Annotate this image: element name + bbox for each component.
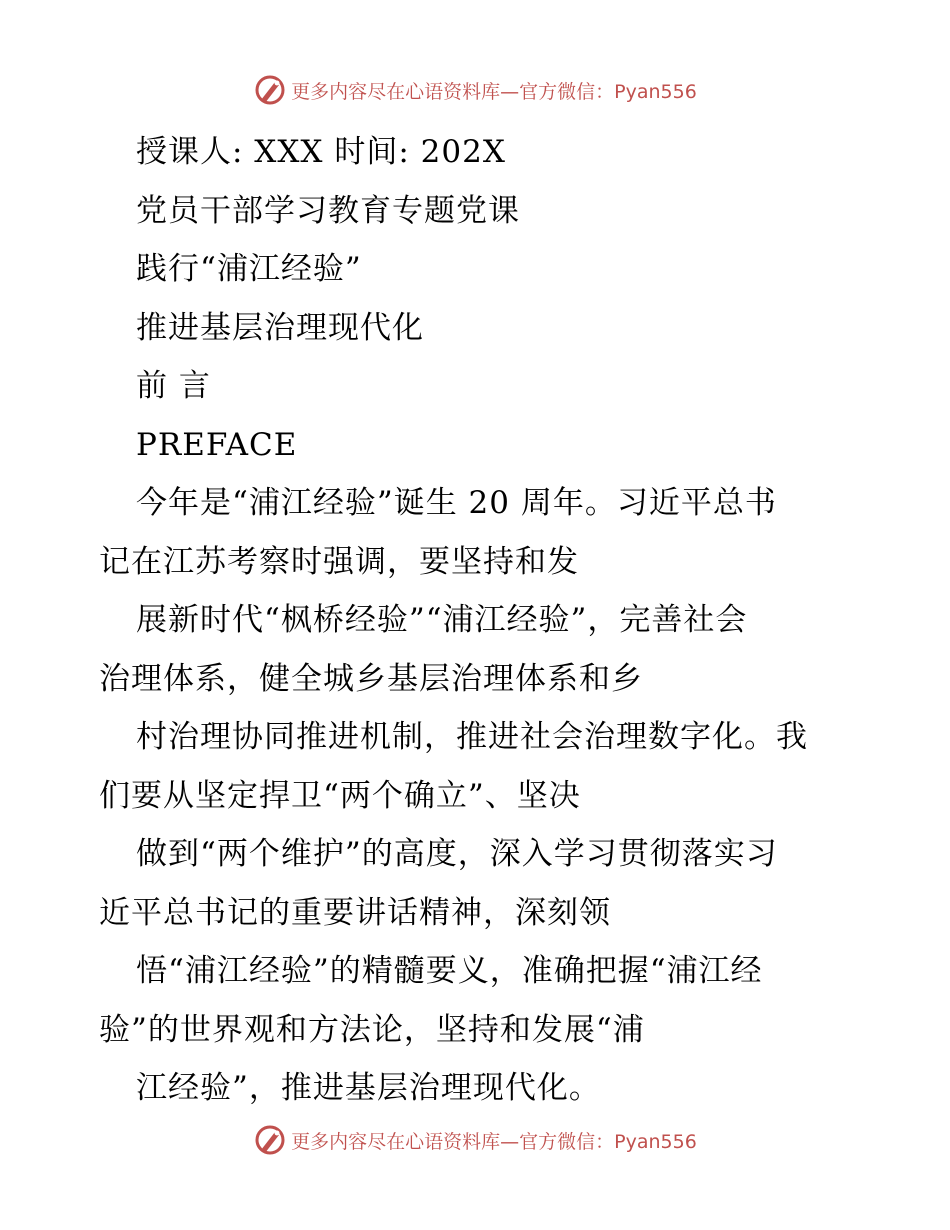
footer-watermark xyxy=(0,1120,950,1160)
pen-circle-logo-icon xyxy=(253,1123,287,1157)
text-line: 展新时代“枫桥经验”“浦江经验”，完善社会 xyxy=(136,602,748,638)
text-line: 近平总书记的重要讲话精神，深刻领 xyxy=(99,894,611,931)
header-watermark xyxy=(0,70,950,110)
text-line: 江经验”，推进基层治理现代化。 xyxy=(136,1070,601,1106)
document-body xyxy=(0,123,950,1118)
footer-watermark-text: 更多内容尽在心语资料库—官方微信：Pyan556 xyxy=(291,1130,697,1153)
text-line: 授课人: XXX 时间: 202X xyxy=(136,134,506,170)
text-line: 前 言 xyxy=(136,368,211,404)
text-line: 悟“浦江经验”的精髓要义，准确把握“浦江经 xyxy=(136,953,763,989)
header-watermark-text: 更多内容尽在心语资料库—官方微信：Pyan556 xyxy=(291,80,697,103)
text-line: 做到“两个维护”的高度，深入学习贯彻落实习 xyxy=(136,836,778,872)
text-line: 党员干部学习教育专题党课 xyxy=(136,192,520,229)
text-line: PREFACE xyxy=(136,426,298,463)
text-line: 践行“浦江经验” xyxy=(136,251,362,287)
text-line: 验”的世界观和方法论，坚持和发展“浦 xyxy=(99,1011,645,1048)
text-line: 今年是“浦江经验”诞生 20 周年。习近平总书 xyxy=(136,485,777,521)
pen-circle-logo-icon xyxy=(253,73,287,107)
text-line: 们要从坚定捍卫“两个确立”、坚决 xyxy=(99,777,581,814)
text-line: 治理体系，健全城乡基层治理体系和乡 xyxy=(99,660,643,697)
text-line: 推进基层治理现代化 xyxy=(136,309,424,346)
text-line: 记在江苏考察时强调，要坚持和发 xyxy=(99,543,579,580)
text-line: 村治理协同推进机制，推进社会治理数字化。我 xyxy=(136,719,808,755)
